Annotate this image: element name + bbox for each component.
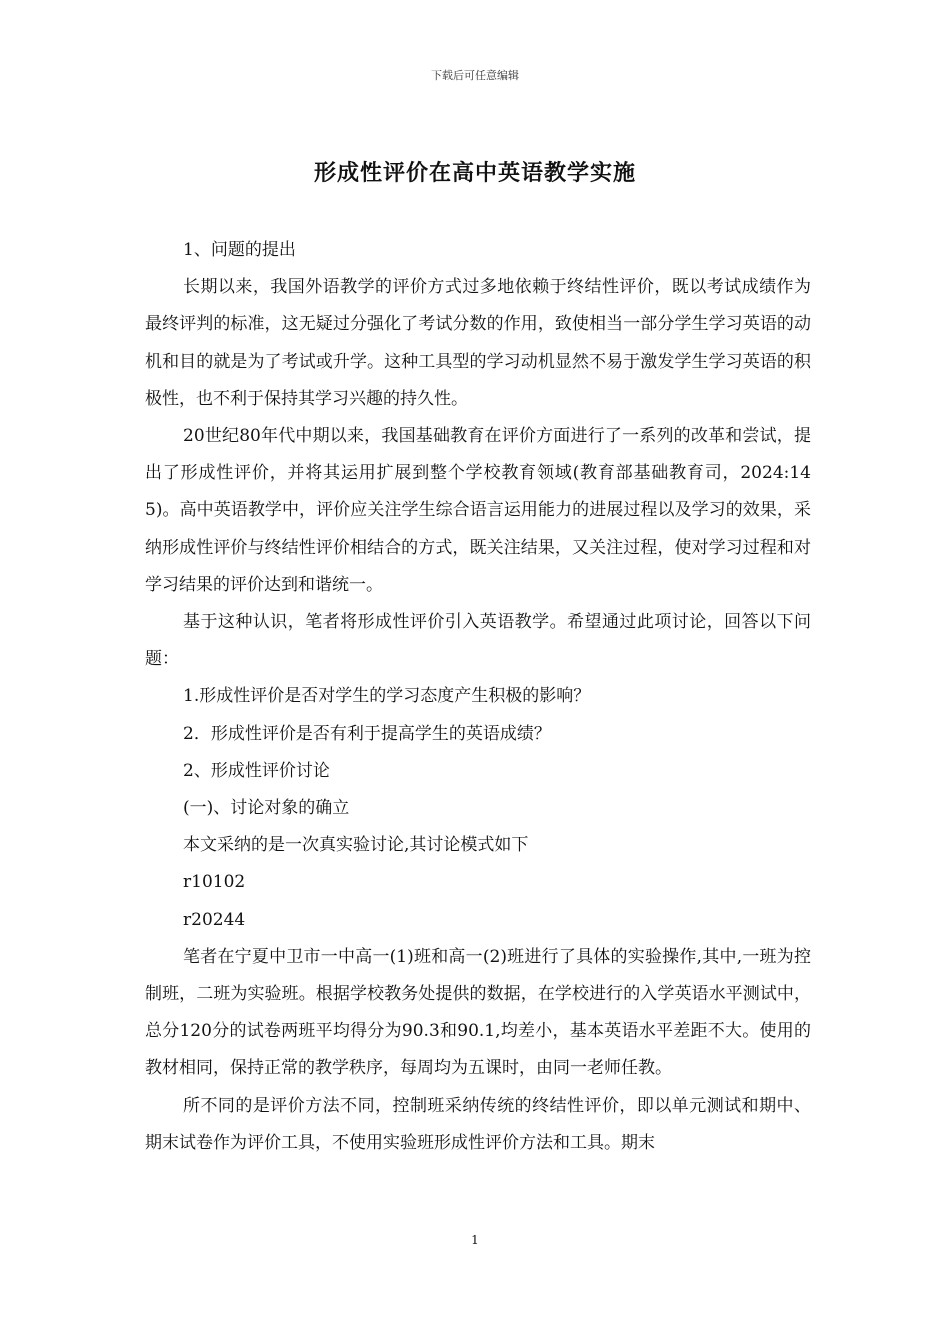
design-line: r20244 bbox=[183, 909, 246, 930]
paragraph: 基于这种认识，笔者将形成性评价引入英语教学。希望通过此项讨论，回答以下问题： bbox=[145, 612, 811, 670]
document-title: 形成性评价在高中英语教学实施 bbox=[313, 160, 636, 186]
paragraph: 长期以来，我国外语教学的评价方式过多地依赖于终结性评价，既以考试成绩作为最终评判的标准，这无疑过分强化了考试分数的作用，致使相当一部分学生学习英语的动机和目的就是为了考试或升学。这种工具型的学习动机显然不易于激发学生学习英语的积极性，也不利于保持其学习兴趣的持久性。 bbox=[145, 277, 811, 409]
page-number: 1 bbox=[471, 1233, 479, 1247]
paragraph: 笔者在宁夏中卫市一中高一(1)班和高一(2)班进行了具体的实验操作,其中,一班为控制班，二班为实验班。根据学校教务处提供的数据，在学校进行的入学英语水平测试中，总分120分的试卷两班平均得分为90.3和90.1,均差小，基本英语水平差距不大。使用的教材相同，保持正常的教学秩序，每周均为五课时，由同一老师任教。 bbox=[145, 946, 811, 1079]
header-note: 下载后可任意编辑 bbox=[431, 69, 519, 82]
paragraph: 20世纪80年代中期以来，我国基础教育在评价方面进行了一系列的改革和尝试，提出了形成性评价，并将其运用扩展到整个学校教育领域(教育部基础教育司，2024:145)。高中英语教学中，评价应关注学生综合语言运用能力的进展过程以及学习的效果，采纳形成性评价与终结性评价相结合的方式，既关注结果，又关注过程，使对学习过程和对学习结果的评价达到和谐统一。 bbox=[145, 426, 811, 595]
document-body bbox=[145, 232, 811, 1162]
section-heading-problem: 1、问题的提出 bbox=[183, 240, 296, 260]
paragraph: 本文采纳的是一次真实验讨论,其讨论模式如下 bbox=[183, 835, 529, 856]
design-line: r10102 bbox=[183, 872, 246, 893]
question-item: 2．形成性评价是否有利于提高学生的英语成绩？ bbox=[183, 723, 551, 744]
question-item: 1.形成性评价是否对学生的学习态度产生积极的影响？ bbox=[183, 686, 591, 707]
section-heading-research: 2、形成性评价讨论 bbox=[183, 760, 330, 781]
subsection-heading: (一)、讨论对象的确立 bbox=[183, 798, 350, 819]
paragraph: 所不同的是评价方法不同，控制班采纳传统的终结性评价，即以单元测试和期中、期末试卷作为评价工具，不使用实验班形成性评价方法和工具。期末 bbox=[145, 1095, 811, 1153]
